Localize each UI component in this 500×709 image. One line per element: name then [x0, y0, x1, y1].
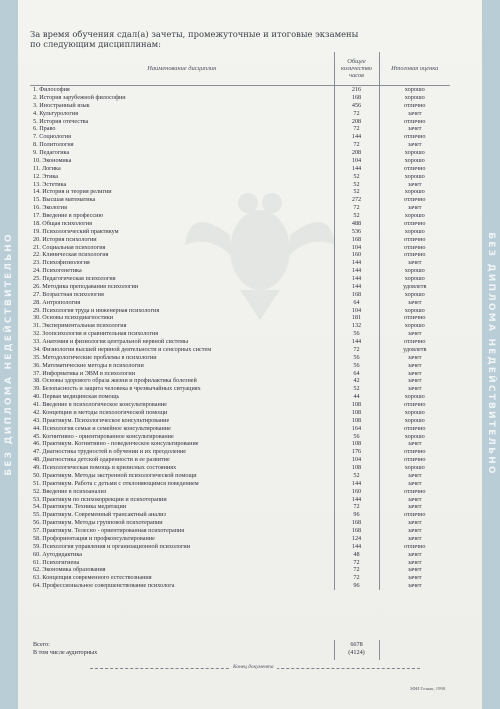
discipline-name-cell: 56. Практикум. Методы групповой психотерапии [30, 519, 334, 527]
grade-cell: зачет [407, 353, 422, 361]
discipline-name-cell: 3. Иностранный язык [30, 102, 334, 110]
grade-cell: зачет [407, 298, 422, 306]
auditorium-label: В том числе аудиторных [33, 649, 98, 656]
table-row [30, 527, 450, 535]
hours-cell: 176 [334, 448, 379, 456]
table-row [30, 519, 450, 527]
grade-cell: хорошо [404, 306, 425, 314]
grade-cell: отлично [404, 101, 426, 109]
discipline-name-cell: 50. Практикум. Методы экстренной психологической помощи [30, 472, 334, 480]
grade-cell: удовлетв [403, 282, 427, 290]
hours-cell: 144 [334, 338, 379, 346]
hours-cell: 168 [334, 527, 379, 535]
grade-cell: хорошо [404, 275, 425, 282]
hours-cell: 52 [334, 181, 379, 189]
table-row [30, 582, 450, 590]
grade-cell: отлично [404, 511, 426, 519]
discipline-name-cell: 47. Диагностика трудностей в обучении и их преодоление [30, 448, 334, 456]
grade-cell: отлично [404, 424, 426, 432]
hours-cell: 108 [334, 401, 379, 409]
hours-cell: 144 [334, 283, 379, 291]
discipline-name-cell: 64. Профессиональное совершенствование психолога [30, 582, 334, 590]
hours-cell: 144 [334, 543, 379, 551]
table-row [30, 433, 450, 441]
discipline-name-cell: 40. Первая медицинская помощь [30, 393, 334, 401]
table-row [30, 362, 450, 370]
hours-cell: 104 [334, 307, 379, 315]
table-row [30, 503, 450, 511]
grade-cell: отлично [404, 164, 426, 172]
hours-cell: 168 [334, 94, 379, 102]
table-row [30, 173, 450, 181]
grade-cell: зачет [407, 125, 422, 133]
left-security-strip [0, 0, 18, 709]
header-final-grade: Итоговая оценка [379, 52, 450, 86]
discipline-name-cell: 41. Введение в психологическое консультирование [30, 401, 334, 409]
discipline-name-cell: 17. Введение в профессию [30, 212, 334, 220]
table-row [30, 125, 450, 133]
right-security-strip [482, 0, 500, 709]
grade-cell: отлично [404, 235, 426, 243]
table-body [30, 86, 450, 591]
discipline-name-cell: 59. Психология управления и организационной психологии [30, 543, 334, 551]
grade-cell: отлично [404, 133, 426, 141]
discipline-name-cell: 36. Математические методы в психологии [30, 362, 334, 370]
grade-cell: зачет [407, 471, 422, 479]
auditorium-hours-value: (4124) [348, 649, 365, 656]
hours-cell: 124 [334, 535, 379, 543]
hours-cell: 144 [334, 259, 379, 267]
table-row [30, 417, 450, 425]
hours-cell: 144 [334, 480, 379, 488]
hours-cell: 144 [334, 165, 379, 173]
table-row [30, 244, 450, 252]
discipline-name-cell: 60. Аутодидактика [30, 551, 334, 559]
grade-cell: зачет [407, 377, 422, 385]
grade-cell: зачет [407, 519, 422, 527]
table-row [30, 511, 450, 519]
grade-cell: отлично [404, 338, 426, 345]
grade-cell: зачет [407, 180, 422, 188]
hours-cell: 72 [334, 566, 379, 574]
end-of-document-marker [90, 663, 420, 671]
discipline-name-cell: 16. Экология [30, 204, 334, 212]
discipline-name-cell: 28. Антропология [30, 299, 334, 307]
hours-cell: 42 [334, 377, 379, 385]
discipline-name-cell: 62. Экономика образования [30, 566, 334, 574]
total-label: Всего: [33, 641, 50, 648]
table-row [30, 275, 450, 283]
grade-cell: зачет [407, 534, 422, 542]
grade-cell: зачет [407, 109, 422, 117]
intro-line-2: по следующим дисциплинам: [30, 39, 161, 49]
intro-heading [30, 29, 359, 49]
table-row [30, 370, 450, 378]
discipline-name-cell: 42. Концепции и методы психологической помощи [30, 409, 334, 417]
discipline-name-cell: 58. Профориентация и профконсультирование [30, 535, 334, 543]
table-row [30, 220, 450, 228]
disciplines-table-container [30, 52, 450, 590]
printer-imprint: ЗФИ Гознак, 1998. [410, 686, 447, 691]
discipline-name-cell: 25. Педагогическая психология [30, 275, 334, 283]
grade-cell: хорошо [404, 93, 425, 101]
table-row [30, 291, 450, 299]
discipline-name-cell: 51. Практикум. Работа с детьми с отклоняющимся поведением [30, 480, 334, 488]
table-row [30, 559, 450, 567]
table-row [30, 236, 450, 244]
table-row [30, 149, 450, 157]
grade-cell: зачет [407, 550, 422, 558]
grade-cell: зачет [407, 566, 422, 574]
grade-cell: зачет [407, 440, 422, 448]
grade-cell: хорошо [404, 432, 425, 440]
table-row [30, 283, 450, 291]
grade-cell: отлично [404, 196, 426, 204]
grade-cell: зачет [407, 503, 422, 511]
grade-cell: хорошо [404, 227, 425, 235]
hours-cell: 52 [334, 472, 379, 480]
grade-cell: отлично [404, 117, 426, 125]
hours-cell: 168 [334, 519, 379, 527]
grade-cell: зачет [407, 479, 422, 487]
table-row [30, 409, 450, 417]
discipline-name-cell: 46. Практикум. Когнитивно - поведенческое консультирование [30, 440, 334, 448]
table-row [30, 165, 450, 173]
discipline-name-cell: 34. Физиология высшей нервной деятельности и сенсорных систем [30, 346, 334, 354]
hours-cell: 488 [334, 220, 379, 228]
table-row [30, 299, 450, 307]
grade-cell: отлично [404, 448, 426, 456]
hours-cell: 52 [334, 188, 379, 196]
hours-cell: 56 [334, 354, 379, 362]
discipline-name-cell: 15. Высшая математика [30, 196, 334, 204]
hours-cell: 272 [334, 196, 379, 204]
discipline-name-cell: 32. Зоопсихология и сравнительная психология [30, 330, 334, 338]
table-row [30, 322, 450, 330]
discipline-name-cell: 9. Педагогика [30, 149, 334, 157]
discipline-name-cell: 10. Экономика [30, 157, 334, 165]
grade-cell: хорошо [404, 408, 425, 416]
hours-cell: 48 [334, 551, 379, 559]
table-row [30, 393, 450, 401]
hours-cell: 96 [334, 511, 379, 519]
hours-cell: 72 [334, 574, 379, 582]
hours-cell: 44 [334, 393, 379, 401]
hours-cell: 132 [334, 322, 379, 330]
table-row [30, 346, 450, 354]
header-discipline-name: Наименование дисциплин [30, 52, 334, 86]
discipline-name-cell: 31. Экспериментальная психология [30, 322, 334, 330]
hours-cell: 536 [334, 228, 379, 236]
discipline-name-cell: 55. Практикум. Современный трансактный анализ [30, 511, 334, 519]
grade-cell: отлично [404, 219, 426, 227]
table-row [30, 535, 450, 543]
hours-cell: 64 [334, 299, 379, 307]
header-total-hours: Общее количество часов [334, 52, 379, 86]
discipline-name-cell: 57. Практикум. Телесно - ориентированная психотерапия [30, 527, 334, 535]
table-row [30, 448, 450, 456]
hours-cell: 108 [334, 464, 379, 472]
hours-cell: 96 [334, 582, 379, 590]
table-row [30, 330, 450, 338]
discipline-name-cell: 21. Социальная психология [30, 244, 334, 252]
grade-cell: зачет [407, 204, 422, 212]
grade-cell: хорошо [404, 188, 425, 196]
table-row [30, 188, 450, 196]
discipline-name-cell: 27. Возрастная психология [30, 291, 334, 299]
discipline-name-cell: 4. Культурология [30, 110, 334, 118]
totals-block [30, 640, 450, 660]
grade-cell: зачет [407, 259, 422, 267]
hours-cell: 72 [334, 204, 379, 212]
discipline-name-cell: 38. Основы здорового образа жизни и профилактика болезней [30, 377, 334, 385]
intro-line-1: За время обучения сдал(а) зачеты, промежуточные и итоговые экзамены [30, 29, 359, 39]
discipline-name-cell: 13. Эстетика [30, 181, 334, 189]
hours-cell: 108 [334, 409, 379, 417]
discipline-name-cell: 20. История психологии [30, 236, 334, 244]
grade-cell: отлично [404, 487, 426, 495]
table-row [30, 472, 450, 480]
hours-cell: 72 [334, 559, 379, 567]
grade-cell: отлично [404, 401, 426, 408]
discipline-name-cell: 5. История отечества [30, 118, 334, 126]
grade-cell: зачет [407, 582, 422, 590]
hours-cell: 104 [334, 244, 379, 252]
discipline-name-cell: 12. Этика [30, 173, 334, 181]
hours-cell: 72 [334, 141, 379, 149]
discipline-name-cell: 26. Методика преподавания психологии [30, 283, 334, 291]
discipline-name-cell: 24. Психогенетика [30, 267, 334, 275]
grade-cell: хорошо [404, 86, 425, 93]
table-row [30, 425, 450, 433]
grade-cell: удовлетв [403, 345, 427, 353]
hours-cell: 208 [334, 118, 379, 126]
table-row [30, 133, 450, 141]
table-row [30, 354, 450, 362]
grade-cell: зачет [407, 141, 422, 149]
hours-cell: 216 [334, 86, 379, 94]
table-row [30, 204, 450, 212]
table-row [30, 212, 450, 220]
grade-cell: хорошо [404, 212, 425, 219]
table-row [30, 456, 450, 464]
hours-cell: 56 [334, 330, 379, 338]
grade-cell: зачет [407, 574, 422, 582]
table-row [30, 314, 450, 322]
discipline-name-cell: 33. Анатомия и физиология центральной нервной системы [30, 338, 334, 346]
discipline-name-cell: 1. Философия [30, 86, 334, 94]
discipline-name-cell: 63. Концепция современного естествознания [30, 574, 334, 582]
discipline-name-cell: 18. Общая психология [30, 220, 334, 228]
table-row [30, 496, 450, 504]
table-row [30, 385, 450, 393]
table-row [30, 181, 450, 189]
discipline-name-cell: 2. История зарубежной философии [30, 94, 334, 102]
table-row [30, 377, 450, 385]
grade-cell: зачет [407, 361, 422, 369]
hours-cell: 52 [334, 173, 379, 181]
right-strip-text: БЕЗ ДИПЛОМА НЕДЕЙСТВИТЕЛЬНО [486, 232, 496, 476]
discipline-name-cell: 53. Практикум по психокоррекции и психотерапии [30, 496, 334, 504]
hours-cell: 52 [334, 212, 379, 220]
table-row [30, 259, 450, 267]
grade-cell: хорошо [404, 416, 425, 424]
table-row [30, 464, 450, 472]
table-row [30, 267, 450, 275]
discipline-name-cell: 35. Методологические проблемы в психологии [30, 354, 334, 362]
table-row [30, 566, 450, 574]
grade-cell: хорошо [404, 172, 425, 180]
table-row [30, 480, 450, 488]
grade-cell: хорошо [404, 464, 425, 471]
grade-cell: хорошо [404, 322, 425, 330]
discipline-name-cell: 22. Клиническая психология [30, 251, 334, 259]
discipline-name-cell: 11. Логика [30, 165, 334, 173]
table-row [30, 94, 450, 102]
table-row [30, 488, 450, 496]
table-header-row [30, 52, 450, 86]
discipline-name-cell: 8. Политология [30, 141, 334, 149]
grade-cell: хорошо [404, 156, 425, 164]
table-row [30, 118, 450, 126]
hours-cell: 144 [334, 267, 379, 275]
table-row [30, 440, 450, 448]
hours-cell: 56 [334, 362, 379, 370]
discipline-name-cell: 23. Психофизиология [30, 259, 334, 267]
discipline-name-cell: 48. Диагностика детской одаренности и ее развитие [30, 456, 334, 464]
hours-cell: 144 [334, 133, 379, 141]
discipline-name-cell: 45. Когнитивно - ориентированное консультирование [30, 433, 334, 441]
grade-cell: отлично [404, 251, 426, 259]
hours-cell: 108 [334, 440, 379, 448]
hours-cell: 72 [334, 110, 379, 118]
grade-cell: зачет [407, 495, 422, 503]
table-row [30, 251, 450, 259]
discipline-name-cell: 43. Практикум. Психологическое консультирование [30, 417, 334, 425]
grade-cell: отлично [404, 314, 426, 322]
hours-cell: 456 [334, 102, 379, 110]
table-row [30, 110, 450, 118]
disciplines-table [30, 52, 450, 590]
table-row [30, 338, 450, 346]
grade-cell: зачет [407, 527, 422, 534]
grade-cell: отлично [404, 456, 426, 464]
left-strip-text: БЕЗ ДИПЛОМА НЕДЕЙСТВИТЕЛЬНО [4, 232, 14, 476]
discipline-name-cell: 6. Право [30, 125, 334, 133]
grade-cell: хорошо [404, 267, 425, 275]
discipline-name-cell: 14. История и теория религии [30, 188, 334, 196]
hours-cell: 64 [334, 370, 379, 378]
grade-cell: зачет [407, 330, 422, 338]
discipline-name-cell: 39. Безопасность и защита человека в чрезвычайных ситуациях [30, 385, 334, 393]
grade-cell: хорошо [404, 393, 425, 401]
end-of-document-label: Конец документа [230, 663, 277, 671]
hours-cell: 168 [334, 236, 379, 244]
table-row [30, 574, 450, 582]
table-row [30, 86, 450, 94]
discipline-name-cell: 7. Социология [30, 133, 334, 141]
table-row [30, 196, 450, 204]
hours-cell: 104 [334, 157, 379, 165]
grade-cell: зачет [407, 369, 422, 377]
discipline-name-cell: 52. Введение в психоанализ [30, 488, 334, 496]
discipline-name-cell: 29. Психология труда и инженерная психология [30, 307, 334, 315]
discipline-name-cell: 54. Практикум. Техника медитации [30, 503, 334, 511]
discipline-name-cell: 61. Психогигиена [30, 559, 334, 567]
table-row [30, 543, 450, 551]
hours-cell: 144 [334, 496, 379, 504]
grade-cell: отлично [404, 542, 426, 550]
hours-cell: 208 [334, 149, 379, 157]
hours-cell: 72 [334, 503, 379, 511]
totals-divider-2 [379, 640, 380, 660]
total-hours-value: 6678 [350, 641, 363, 648]
table-row [30, 141, 450, 149]
hours-cell: 56 [334, 433, 379, 441]
grade-cell: зачет [407, 385, 422, 393]
hours-cell: 168 [334, 291, 379, 299]
table-row [30, 102, 450, 110]
hours-cell: 72 [334, 346, 379, 354]
hours-cell: 160 [334, 488, 379, 496]
hours-cell: 164 [334, 425, 379, 433]
discipline-name-cell: 19. Психологический практикум [30, 228, 334, 236]
hours-cell: 104 [334, 456, 379, 464]
discipline-name-cell: 37. Информатика и ЭВМ в психологии [30, 370, 334, 378]
hours-cell: 108 [334, 417, 379, 425]
table-row [30, 307, 450, 315]
table-row [30, 157, 450, 165]
discipline-name-cell: 49. Психологическая помощь в кризисных состояниях [30, 464, 334, 472]
table-row [30, 551, 450, 559]
grade-cell: зачет [407, 558, 422, 566]
hours-cell: 160 [334, 251, 379, 259]
grade-cell: отлично [404, 243, 426, 251]
discipline-name-cell: 44. Психология семьи и семейное консультирование [30, 425, 334, 433]
grade-cell: хорошо [404, 149, 425, 156]
table-row [30, 401, 450, 409]
hours-cell: 52 [334, 385, 379, 393]
hours-cell: 181 [334, 314, 379, 322]
discipline-name-cell: 30. Основы психодиагностики [30, 314, 334, 322]
grade-cell: хорошо [404, 290, 425, 298]
hours-cell: 72 [334, 125, 379, 133]
table-row [30, 228, 450, 236]
hours-cell: 144 [334, 275, 379, 283]
